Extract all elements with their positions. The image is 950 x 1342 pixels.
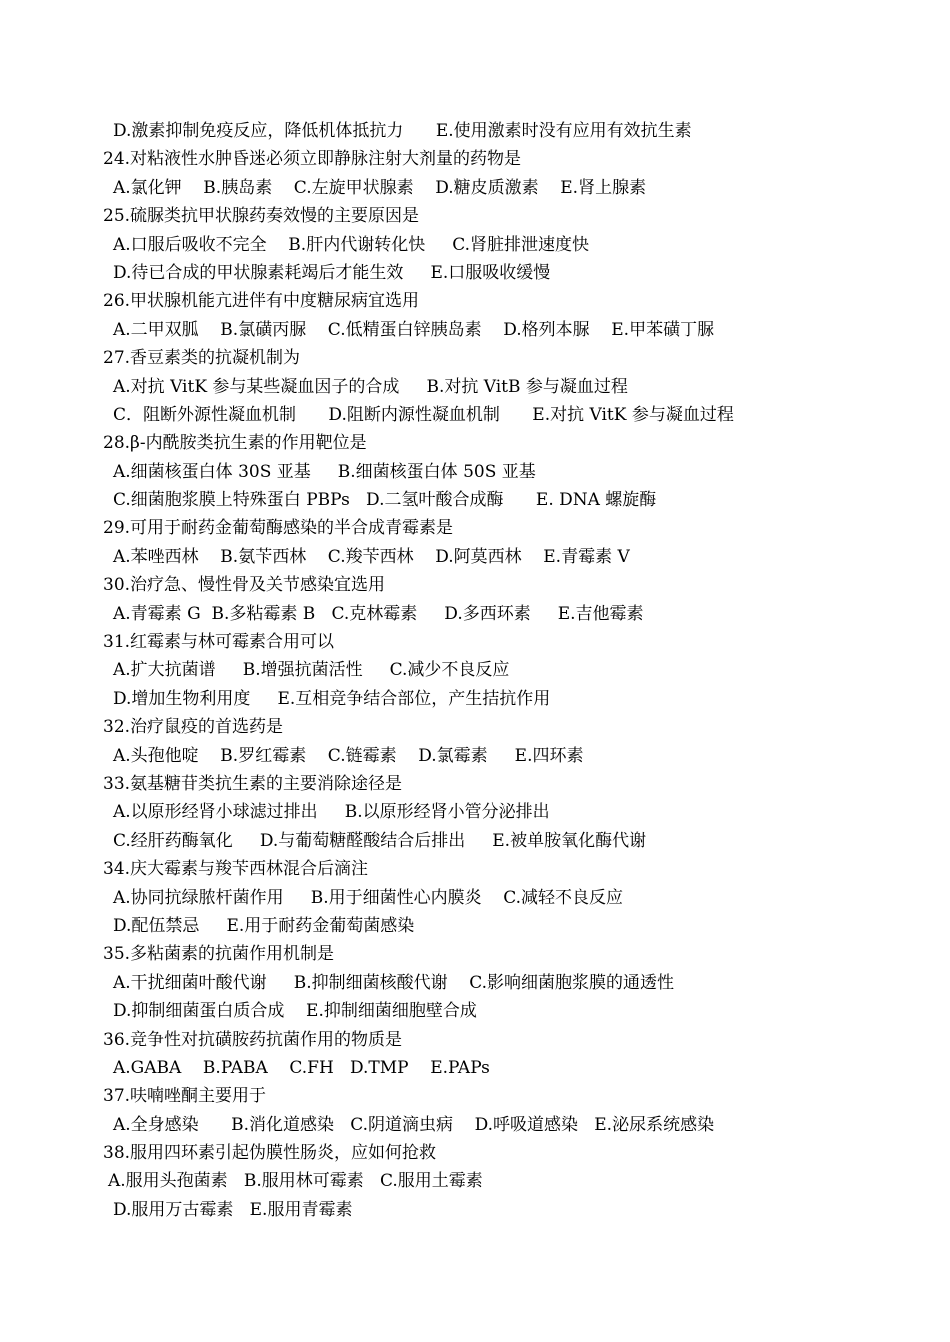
option-line: A.GABA B.PABA C.FH D.TMP E.PAPs (113, 1057, 490, 1078)
question-26: 26.甲状腺机能亢进伴有中度糖尿病宜选用 (103, 291, 420, 312)
option-line: A.二甲双胍 B.氯磺丙脲 C.低精蛋白锌胰岛素 D.格列本脲 E.甲苯磺丁脲 (113, 319, 715, 340)
option-line: A.协同抗绿脓杆菌作用 B.用于细菌性心内膜炎 C.减轻不良反应 (113, 887, 624, 908)
question-list (0, 117, 950, 1224)
option-line: C.细菌胞浆膜上特殊蛋白 PBPs D.二氢叶酸合成酶 E. DNA 螺旋酶 (113, 490, 657, 511)
question-33: 33.氨基糖苷类抗生素的主要消除途径是 (103, 773, 403, 794)
option-line: A.扩大抗菌谱 B.增强抗菌活性 C.减少不良反应 (113, 660, 510, 681)
option-line: A.头孢他啶 B.罗红霉素 C.链霉素 D.氯霉素 E.四环素 (113, 745, 584, 766)
option-line: C.经肝药酶氧化 D.与葡萄糖醛酸结合后排出 E.被单胺氧化酶代谢 (113, 830, 647, 851)
option-line: D.待已合成的甲状腺素耗竭后才能生效 E.口服吸收缓慢 (113, 262, 551, 283)
option-line: A.氯化钾 B.胰岛素 C.左旋甲状腺素 D.糖皮质激素 E.肾上腺素 (113, 177, 647, 198)
question-25: 25.硫脲类抗甲状腺药奏效慢的主要原因是 (103, 206, 420, 227)
option-line: A.青霉素 G B.多粘霉素 B C.克林霉素 D.多西环素 E.吉他霉素 (113, 603, 644, 624)
question-27: 27.香豆素类的抗凝机制为 (103, 348, 301, 369)
option-line: A.以原形经肾小球滤过排出 B.以原形经肾小管分泌排出 (113, 802, 550, 823)
option-line: A.全身感染 B.消化道感染 C.阴道滴虫病 D.呼吸道感染 E.泌尿系统感染 (113, 1114, 715, 1135)
question-28: 28.β-内酰胺类抗生素的作用靶位是 (103, 433, 367, 454)
option-line: D.增加生物利用度 E.互相竞争结合部位，产生拮抗作用 (113, 688, 551, 709)
question-31: 31.红霉素与林可霉素合用可以 (103, 632, 335, 653)
option-line: A.对抗 VitK 参与某些凝血因子的合成 B.对抗 VitB 参与凝血过程 (113, 376, 628, 397)
option-line: A.苯唑西林 B.氨苄西林 C.羧苄西林 D.阿莫西林 E.青霉素 V (113, 546, 630, 567)
option-line: A.干扰细菌叶酸代谢 B.抑制细菌核酸代谢 C.影响细菌胞浆膜的通透性 (113, 972, 675, 993)
option-line: A.服用头孢菌素 B.服用林可霉素 C.服用土霉素 (108, 1171, 483, 1192)
option-line: D.激素抑制免疫反应，降低机体抵抗力 E.使用激素时没有应用有效抗生素 (113, 121, 692, 141)
question-36: 36.竞争性对抗磺胺药抗菌作用的物质是 (103, 1029, 403, 1050)
option-line: D.服用万古霉素 E.服用青霉素 (113, 1199, 353, 1220)
question-29: 29.可用于耐药金葡萄酶感染的半合成青霉素是 (103, 518, 454, 539)
question-32: 32.治疗鼠疫的首选药是 (103, 717, 284, 738)
question-34: 34.庆大霉素与羧苄西林混合后滴注 (103, 859, 369, 880)
option-line: A.口服后吸收不完全 B.肝内代谢转化快 C.肾脏排泄速度快 (113, 234, 590, 255)
option-line: C．阻断外源性凝血机制 D.阻断内源性凝血机制 E.对抗 VitK 参与凝血过程 (113, 404, 734, 425)
question-24: 24.对粘液性水肿昏迷必须立即静脉注射大剂量的药物是 (103, 149, 522, 170)
question-38: 38.服用四环素引起伪膜性肠炎，应如何抢救 (103, 1143, 437, 1164)
question-35: 35.多粘菌素的抗菌作用机制是 (103, 944, 335, 965)
option-line: D.抑制细菌蛋白质合成 E.抑制细菌细胞壁合成 (113, 1001, 477, 1022)
question-37: 37.呋喃唑酮主要用于 (103, 1086, 267, 1107)
option-line: A.细菌核蛋白体 30S 亚基 B.细菌核蛋白体 50S 亚基 (113, 461, 536, 482)
question-30: 30.治疗急、慢性骨及关节感染宜选用 (103, 575, 386, 596)
option-line: D.配伍禁忌 E.用于耐药金葡萄菌感染 (113, 915, 415, 936)
